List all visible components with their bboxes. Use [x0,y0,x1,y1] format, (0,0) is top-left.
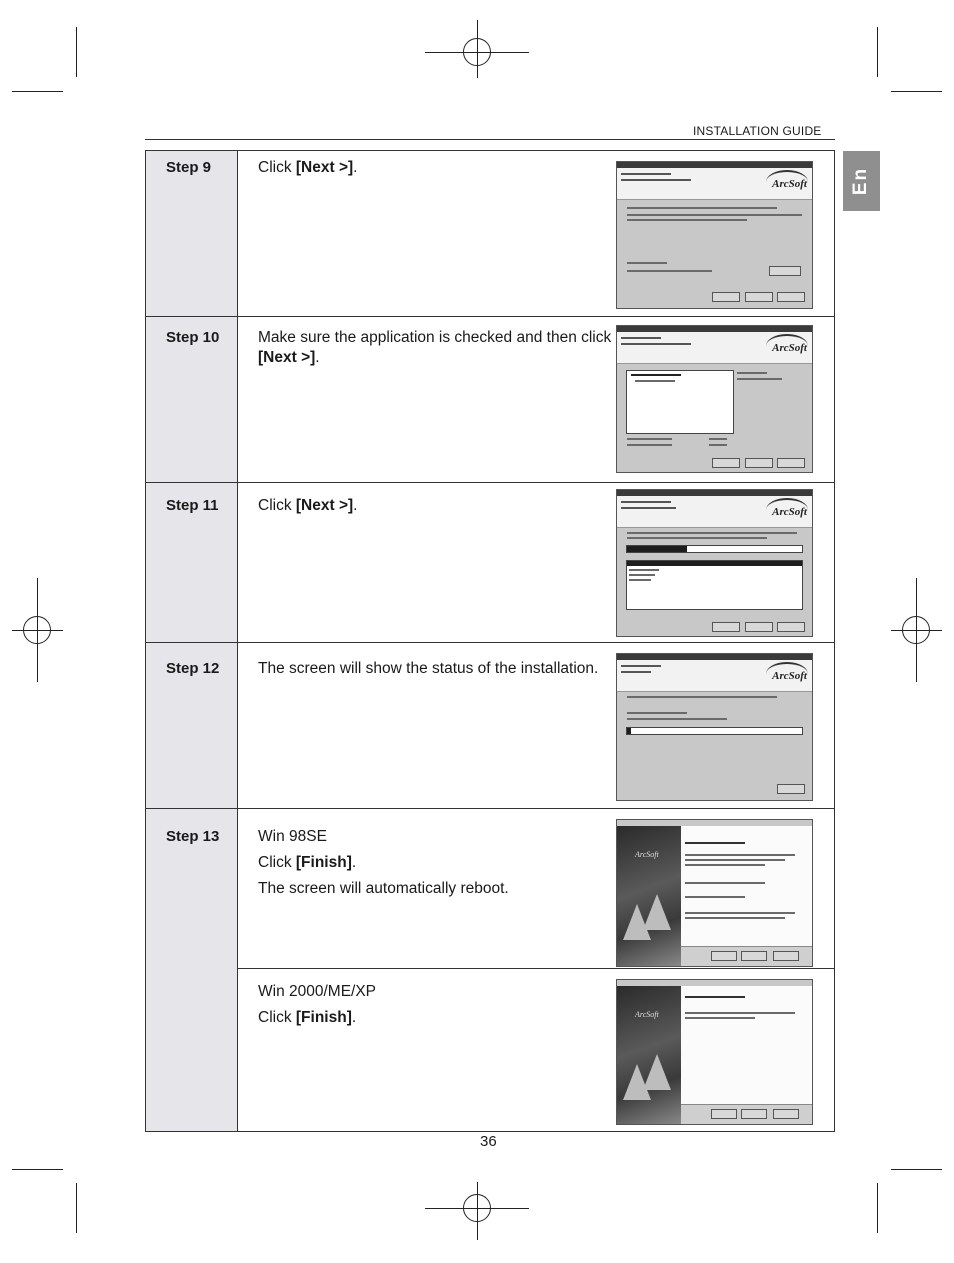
step-label: Step 9 [166,159,212,176]
step-column [146,151,238,1131]
step-instruction: Win 98SE Click [Finish]. The screen will automatically reboot. [258,828,509,897]
row-divider [146,808,834,809]
screenshot-setup-status: ArcSoft [616,653,813,801]
screenshot-select-components: ArcSoft [616,325,813,473]
screenshot-program-folder: ArcSoft [616,489,813,637]
page-number: 36 [480,1133,497,1150]
step-instruction: Click [Next >]. [258,159,358,176]
language-tab: En [843,151,880,211]
step-label: Step 13 [166,828,220,845]
step-label: Step 12 [166,660,220,677]
header-rule [145,139,835,140]
screenshot-finish-win2000: ArcSoft [616,979,813,1125]
step-instruction: The screen will show the status of the installation. [258,660,599,677]
step-instruction: Win 2000/ME/XP Click [Finish]. [258,983,377,1026]
step-label: Step 10 [166,329,220,346]
row-divider [146,482,834,483]
step-label: Step 11 [166,497,219,514]
step-instruction: Make sure the application is checked and then click [Next >]. [258,329,612,366]
page-header-title: INSTALLATION GUIDE [693,124,822,138]
screenshot-install-location: ArcSoft [616,161,813,309]
steps-table [145,150,835,1132]
row-divider [146,642,834,643]
step-instruction: Click [Next >]. [258,497,358,514]
row-divider [146,316,834,317]
sub-row-divider [238,968,834,969]
screenshot-finish-win98: ArcSoft [616,819,813,967]
